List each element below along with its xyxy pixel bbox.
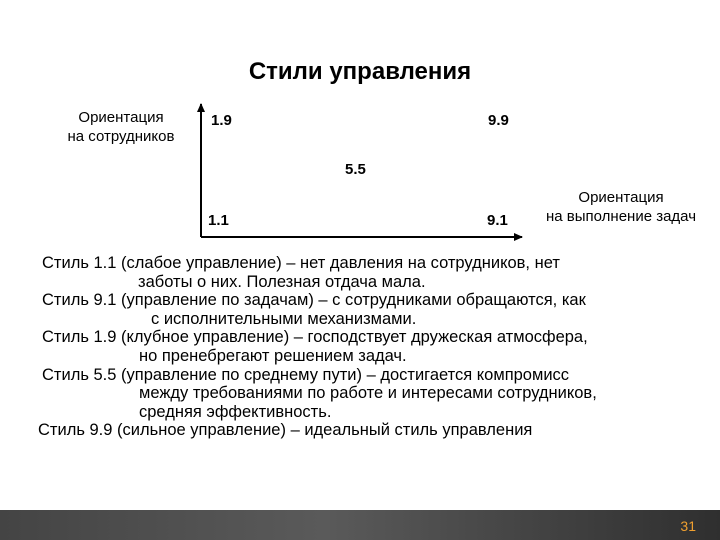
point-9-9: 9.9 <box>488 112 509 129</box>
style-9-9-line1: Стиль 9.9 (сильное управление) – идеальный стиль управления <box>38 421 533 440</box>
style-descriptions <box>38 254 718 440</box>
x-axis-label-line2: на выполнение задач <box>545 208 697 225</box>
x-axis-label <box>526 188 716 226</box>
slide-title: Стили управления <box>248 58 472 85</box>
style-5-5-line3: средняя эффективность. <box>139 402 332 421</box>
style-5-5-line1: Стиль 5.5 (управление по среднему пути) – достигается компромисс <box>42 365 570 384</box>
style-1-9-line2: но пренебрегают решением задач. <box>139 346 407 365</box>
style-9-1-line1: Стиль 9.1 (управление по задачам) – с сотрудниками обращаются, как <box>42 291 586 310</box>
style-1-9-line1: Стиль 1.9 (клубное управление) – господствует дружеская атмосфера, <box>42 328 588 347</box>
point-9-1: 9.1 <box>487 212 508 229</box>
point-5-5: 5.5 <box>345 161 366 178</box>
point-1-9: 1.9 <box>211 112 232 129</box>
style-1-1-line1: Стиль 1.1 (слабое управление) – нет давления на сотрудников, нет <box>42 254 560 272</box>
style-1-1-line2: заботы о них. Полезная отдача мала. <box>138 272 426 291</box>
y-axis-label-line2: на сотрудников <box>67 128 175 145</box>
style-9-1-line2: с исполнительными механизмами. <box>151 309 417 328</box>
page-number: 31 <box>680 518 696 534</box>
x-axis-label-line1: Ориентация <box>578 189 664 206</box>
footer-bar <box>0 510 720 540</box>
y-axis-label-line1: Ориентация <box>78 109 164 126</box>
point-1-1: 1.1 <box>208 212 229 229</box>
style-5-5-line2: между требованиями по работе и интересами сотрудников, <box>139 384 597 403</box>
